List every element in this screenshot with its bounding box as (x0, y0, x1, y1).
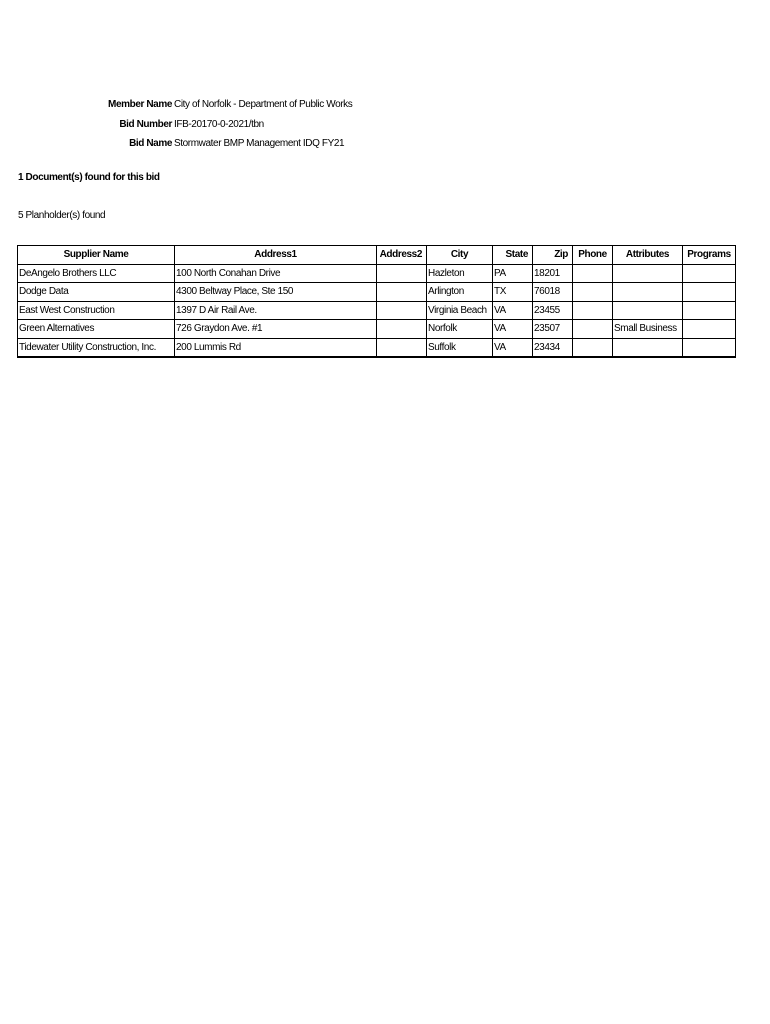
cell-attributes (613, 264, 683, 283)
bid-number-value: IFB-20170-0-2021/tbn (174, 118, 264, 130)
cell-zip: 76018 (533, 283, 573, 302)
column-header-state: State (493, 246, 533, 265)
cell-address2 (377, 283, 427, 302)
member-name-row (0, 95, 500, 115)
bid-name-row (0, 134, 500, 154)
cell-supplier-name: DeAngelo Brothers LLC (18, 264, 175, 283)
cell-zip: 23434 (533, 338, 573, 357)
cell-phone (573, 301, 613, 320)
cell-phone (573, 264, 613, 283)
table-row (18, 320, 736, 339)
cell-state: VA (493, 320, 533, 339)
cell-zip: 23507 (533, 320, 573, 339)
table-row (18, 283, 736, 302)
cell-address1: 1397 D Air Rail Ave. (175, 301, 377, 320)
cell-city: Suffolk (427, 338, 493, 357)
column-header-programs: Programs (683, 246, 736, 265)
column-header-zip: Zip (533, 246, 573, 265)
bid-name-value: Stormwater BMP Management IDQ FY21 (174, 138, 345, 150)
cell-supplier-name: East West Construction (18, 301, 175, 320)
bid-name-label: Bid Name (129, 138, 172, 150)
cell-attributes (613, 338, 683, 357)
cell-phone (573, 338, 613, 357)
member-name-value: City of Norfolk - Department of Public Works (174, 99, 353, 111)
documents-found-text: 1 Document(s) found for this bid (18, 172, 160, 183)
bid-number-label: Bid Number (119, 118, 172, 130)
cell-city: Arlington (427, 283, 493, 302)
cell-address2 (377, 264, 427, 283)
cell-attributes (613, 283, 683, 302)
column-header-address1: Address1 (175, 246, 377, 265)
cell-city: Norfolk (427, 320, 493, 339)
column-header-address2: Address2 (377, 246, 427, 265)
table-row (18, 264, 736, 283)
table-header-row (18, 246, 736, 265)
cell-state: VA (493, 301, 533, 320)
cell-address1: 726 Graydon Ave. #1 (175, 320, 377, 339)
cell-supplier-name: Dodge Data (18, 283, 175, 302)
cell-city: Virginia Beach (427, 301, 493, 320)
cell-state: PA (493, 264, 533, 283)
column-header-attributes: Attributes (613, 246, 683, 265)
column-header-phone: Phone (573, 246, 613, 265)
cell-address1: 4300 Beltway Place, Ste 150 (175, 283, 377, 302)
member-name-label: Member Name (108, 99, 172, 111)
planholders-table (17, 245, 736, 358)
cell-state: TX (493, 283, 533, 302)
cell-supplier-name: Green Alternatives (18, 320, 175, 339)
bid-info-block (0, 95, 500, 154)
cell-programs (683, 320, 736, 339)
cell-attributes (613, 301, 683, 320)
column-header-supplier-name: Supplier Name (18, 246, 175, 265)
cell-city: Hazleton (427, 264, 493, 283)
cell-programs (683, 301, 736, 320)
table-row (18, 338, 736, 357)
cell-phone (573, 320, 613, 339)
table-row (18, 301, 736, 320)
cell-state: VA (493, 338, 533, 357)
cell-address1: 100 North Conahan Drive (175, 264, 377, 283)
cell-address1: 200 Lummis Rd (175, 338, 377, 357)
cell-supplier-name: Tidewater Utility Construction, Inc. (18, 338, 175, 357)
planholders-found-text: 5 Planholder(s) found (18, 210, 106, 221)
cell-programs (683, 283, 736, 302)
cell-address2 (377, 301, 427, 320)
cell-zip: 23455 (533, 301, 573, 320)
cell-address2 (377, 320, 427, 339)
cell-programs (683, 338, 736, 357)
cell-attributes: Small Business (613, 320, 683, 339)
bid-number-row (0, 115, 500, 135)
cell-address2 (377, 338, 427, 357)
cell-phone (573, 283, 613, 302)
column-header-city: City (427, 246, 493, 265)
cell-programs (683, 264, 736, 283)
cell-zip: 18201 (533, 264, 573, 283)
